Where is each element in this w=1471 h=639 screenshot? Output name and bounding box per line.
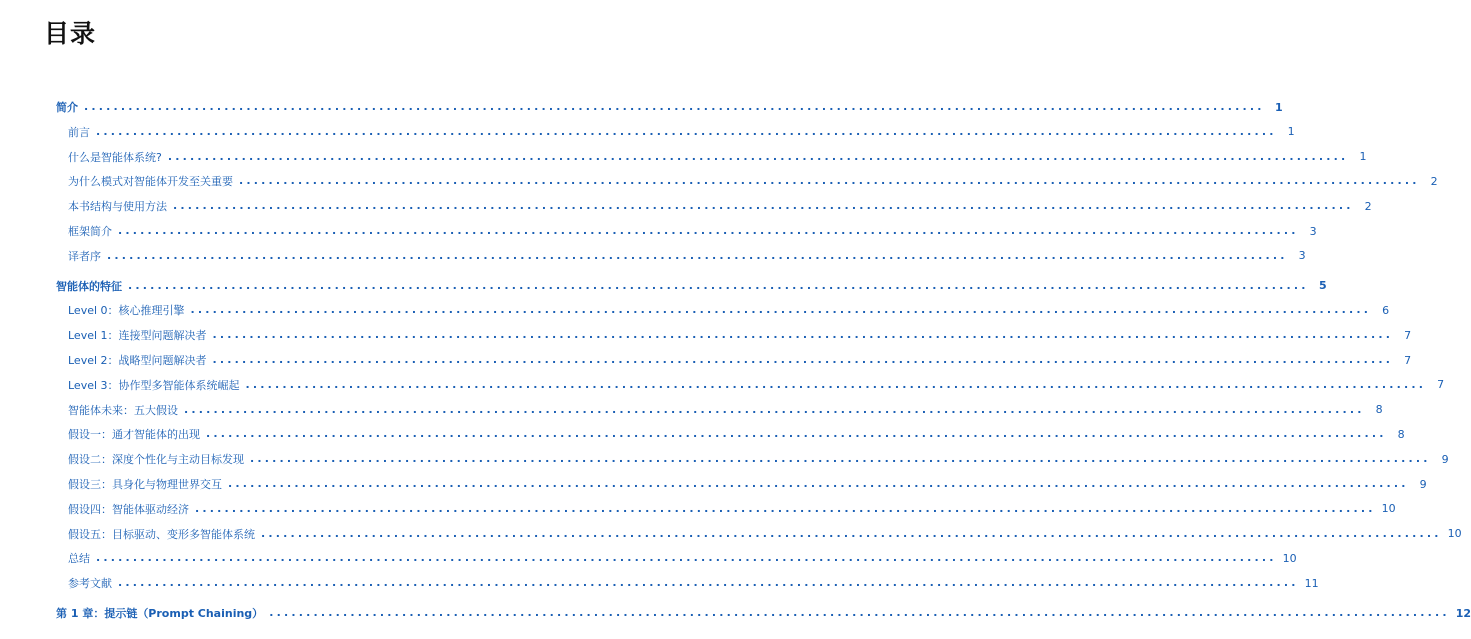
toc-page-number: 7 (1404, 353, 1412, 367)
dot-leader: ................................................................................................................................................................ (118, 224, 1299, 237)
toc-entry-label: Level 3：协作型多智能体系统崛起 (68, 378, 240, 392)
dot-leader: ................................................................................................................................................................ (107, 248, 1288, 262)
toc-entry-label: 假设五：目标驱动、变形多智能体系统 (68, 527, 255, 541)
toc-entry-label: 前言 (68, 125, 90, 139)
toc-page-number: 3 (1309, 224, 1317, 238)
toc-page-number: 12 (1455, 606, 1471, 620)
toc-section-entry[interactable] (68, 499, 1396, 519)
toc-entry-label: Level 2：战略型问题解决者 (68, 354, 207, 367)
toc-section-entry[interactable] (68, 474, 1427, 494)
toc-entry-label: 假设三：具身化与物理世界交互 (68, 478, 222, 491)
toc-section-entry[interactable] (68, 221, 1317, 241)
toc-entry-label: 框架简介 (68, 225, 112, 238)
toc-entry-label: 智能体的特征 (56, 279, 122, 293)
toc-entry-label: 译者序 (68, 249, 101, 263)
toc-section-entry[interactable] (68, 171, 1438, 191)
toc-entry-label: 总结 (68, 552, 90, 566)
toc-entry-label: 为什么模式对智能体开发至关重要 (68, 175, 233, 189)
toc-page-number: 1 (1287, 125, 1295, 139)
toc-section-entry[interactable] (68, 424, 1405, 444)
toc-section-entry[interactable] (68, 196, 1372, 216)
toc-page-number: 9 (1419, 477, 1427, 491)
toc-entry-label: 假设二：深度个性化与主动目标发现 (68, 453, 244, 467)
toc-page-number: 7 (1404, 328, 1412, 342)
toc-section-entry[interactable] (68, 449, 1449, 469)
toc-page-number: 10 (1447, 527, 1462, 541)
toc-entry-label: 假设四：智能体驱动经济 (68, 502, 189, 516)
dot-leader: ................................................................................................................................................................ (261, 526, 1442, 540)
toc-entry-label: 什么是智能体系统? (68, 150, 162, 164)
dot-leader: ................................................................................................................................................................ (128, 278, 1309, 292)
dot-leader: ................................................................................................................................................................ (190, 303, 1372, 317)
toc-chapter-entry[interactable] (56, 97, 1283, 117)
dot-leader: ................................................................................................................................................................ (239, 174, 1420, 188)
toc-section-entry[interactable] (68, 147, 1367, 167)
dot-leader: ................................................................................................................................................................ (118, 576, 1299, 590)
toc-section-entry[interactable] (68, 524, 1462, 544)
toc-page-number: 2 (1364, 199, 1372, 213)
toc-page-number: 3 (1298, 249, 1306, 263)
toc-chapter-entry[interactable] (56, 603, 1471, 623)
dot-leader: ................................................................................................................................................................ (84, 100, 1265, 113)
page-title: 目录 (44, 19, 97, 48)
dot-leader: ................................................................................................................................................................ (96, 124, 1277, 138)
toc-page-number: 7 (1437, 378, 1445, 392)
dot-leader: ................................................................................................................................................................ (228, 477, 1409, 490)
dot-leader: ................................................................................................................................................................ (212, 328, 1394, 342)
toc-entry-label: 参考文献 (68, 577, 112, 591)
dot-leader: ................................................................................................................................................................ (245, 377, 1427, 391)
toc-page-number: 8 (1397, 427, 1405, 441)
toc-section-entry[interactable] (68, 400, 1383, 420)
dot-leader: ................................................................................................................................................................ (184, 402, 1365, 416)
dot-leader: ................................................................................................................................................................ (269, 606, 1450, 619)
toc-page-number: 10 (1381, 502, 1396, 516)
toc-page-number: 6 (1382, 303, 1390, 317)
toc-entry-label: Level 0：核心推理引擎 (68, 304, 185, 318)
toc-section-entry[interactable] (68, 300, 1390, 320)
toc-section-entry[interactable] (68, 325, 1412, 345)
dot-leader: ................................................................................................................................................................ (250, 452, 1431, 466)
toc-page-number: 8 (1375, 403, 1383, 417)
toc-entry-label: 假设一：通才智能体的出现 (68, 428, 200, 442)
dot-leader: ................................................................................................................................................................ (167, 149, 1349, 163)
toc-section-entry[interactable] (68, 122, 1295, 142)
toc-section-entry[interactable] (68, 573, 1319, 593)
toc-entry-label: 简介 (56, 101, 78, 114)
dot-leader: ................................................................................................................................................................ (173, 199, 1354, 213)
toc-page-number: 1 (1359, 150, 1367, 164)
toc-entry-label: 本书结构与使用方法 (68, 200, 167, 214)
toc-section-entry[interactable] (68, 246, 1306, 266)
toc-page-number: 11 (1304, 576, 1319, 590)
dot-leader: ................................................................................................................................................................ (212, 353, 1394, 366)
toc-entry-label: 第 1 章：提示链（Prompt Chaining） (56, 607, 264, 620)
dot-leader: ................................................................................................................................................................ (195, 501, 1376, 515)
toc-chapter-entry[interactable] (56, 276, 1327, 296)
toc-entry-label: Level 1：连接型问题解决者 (68, 329, 207, 343)
toc-page-number: 9 (1441, 452, 1449, 466)
toc-page-number: 5 (1318, 279, 1327, 293)
toc-entry-label: 智能体未来：五大假设 (68, 403, 178, 417)
dot-leader: ................................................................................................................................................................ (206, 427, 1387, 441)
toc-section-entry[interactable] (68, 548, 1297, 568)
dot-leader: ................................................................................................................................................................ (96, 551, 1277, 565)
toc-page-number: 2 (1430, 174, 1438, 188)
toc-section-entry[interactable] (68, 375, 1445, 395)
toc-page-number: 10 (1282, 551, 1297, 565)
toc-section-entry[interactable] (68, 350, 1412, 370)
toc-page-number: 1 (1274, 100, 1283, 114)
